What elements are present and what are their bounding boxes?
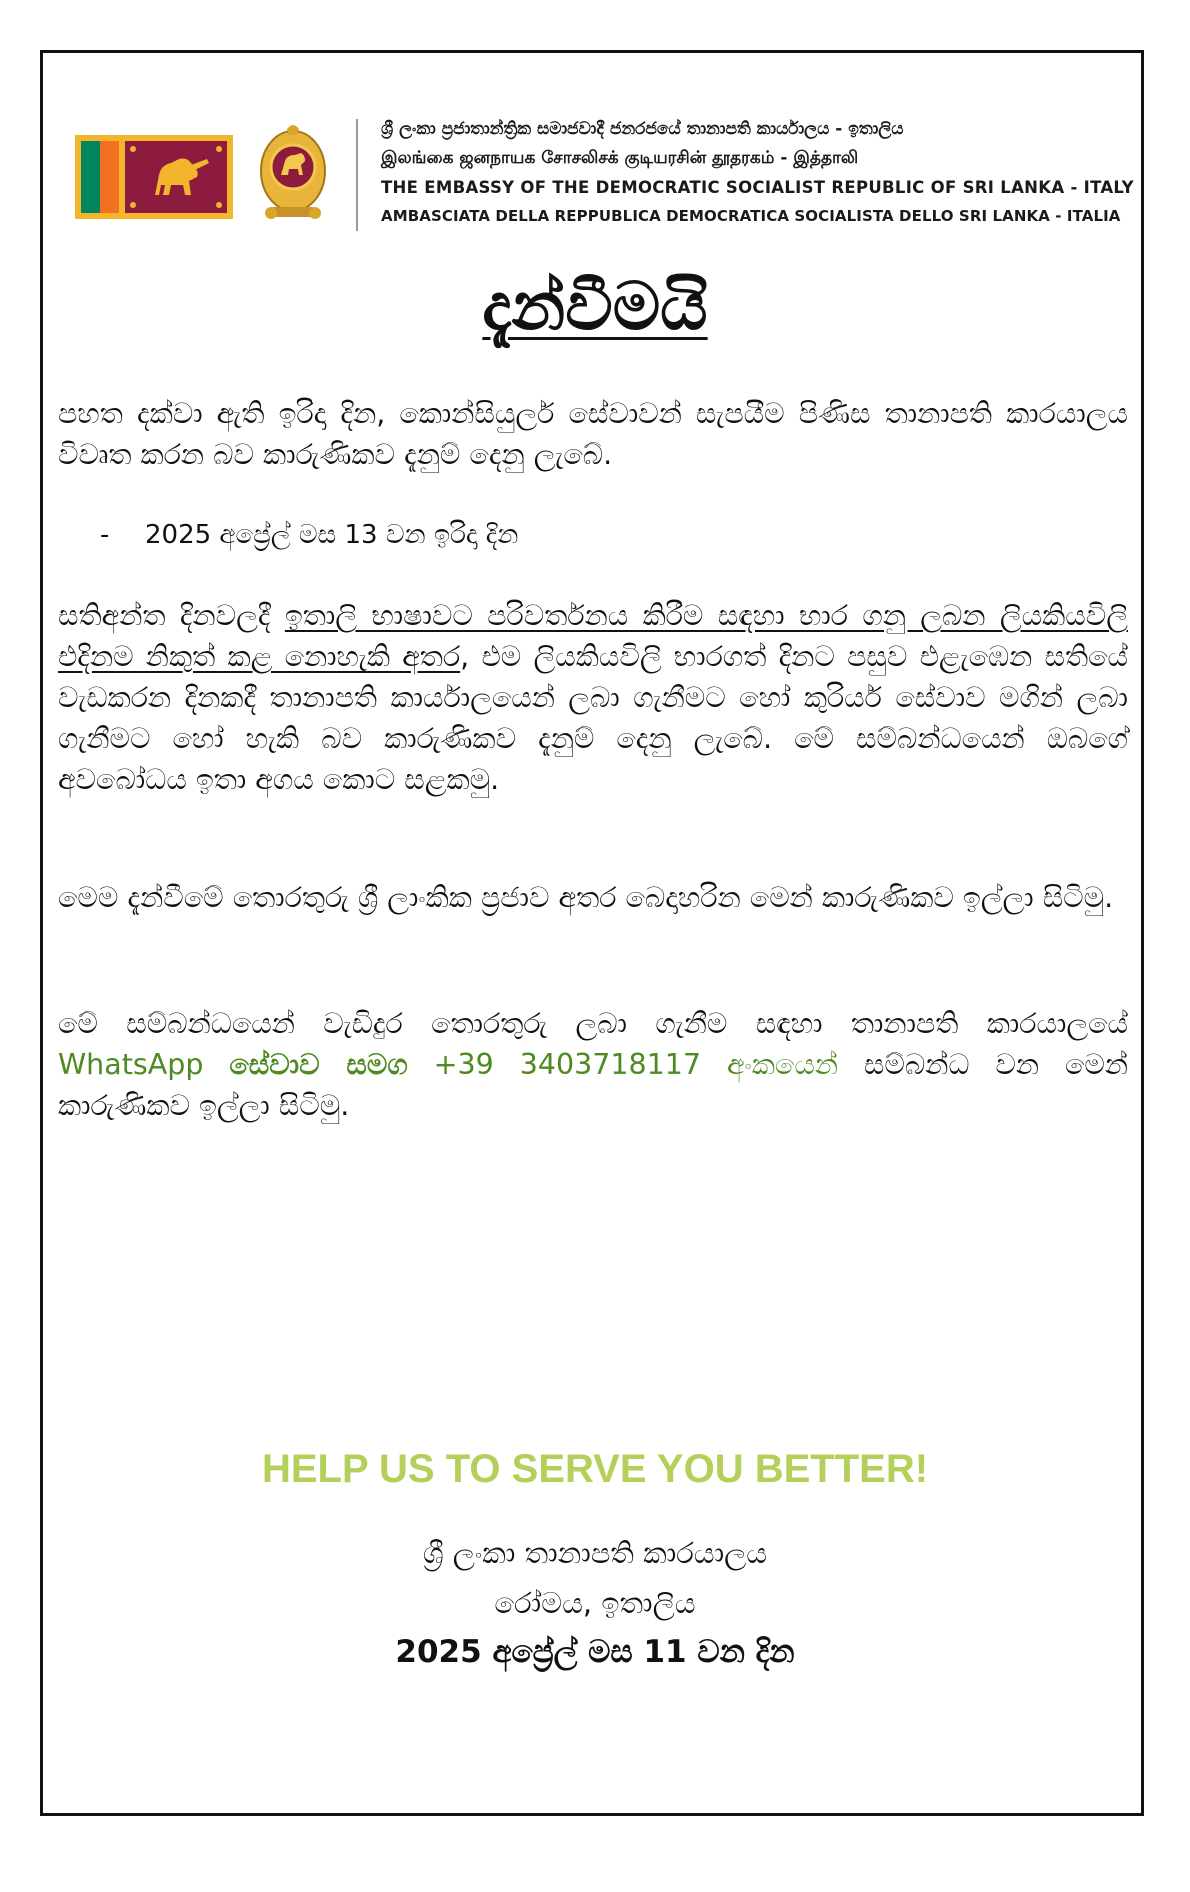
- whatsapp-label: WhatsApp: [58, 1048, 204, 1081]
- letterhead: [75, 115, 1134, 235]
- embassy-name-tamil: இலங்கை ஜனநாயக சோசலிசக் குடியரசின் தூதரகம் - இத்தாலி: [381, 148, 859, 168]
- paragraph2-post: , එම ලියකියවිලි භාරගත් දිනට පසුව එළැඹෙන සතියේ වැඩකරන දිනකදී තානාපති කාර්යාලයෙන් ලබා ගැනීමට හෝ කුරියර් සේවාව මගින් ලබා ගැනීමට හෝ හැකි බව කාරුණිකව දැනුම් දෙනු ලැබේ. මේ සම්බන්ධයෙන් ඔබගේ අවබෝධය ඉතා අගය කොට සළකමු.: [58, 640, 1129, 796]
- bullet-dash: -: [100, 520, 110, 550]
- sri-lanka-flag-icon: [75, 135, 233, 219]
- notice-title: [0, 268, 1190, 347]
- bullet-item: [100, 515, 518, 555]
- whatsapp-number[interactable]: +39 3403718117: [433, 1048, 702, 1081]
- embassy-name-block: [381, 115, 1134, 231]
- paragraph2-pre: සතිඅන්ත දිනවලදී: [58, 599, 285, 632]
- paragraph4-pre: මේ සම්බන්ධයෙන් වැඩිදුර තොරතුරු ලබා ගැනීම සඳහා තානාපති කාරයාලයේ: [58, 1007, 1128, 1040]
- number-suffix: අංකයෙන්: [726, 1048, 838, 1081]
- paragraph-share-request: මෙම දැන්වීමේ තොරතුරු ශ්‍රී ලාංකික ප්‍රජාව අතර බෙදාහරින මෙන් කාරුණිකව ඉල්ලා සිටිමු.: [58, 881, 1114, 914]
- bullet-text: 2025 අප්‍රේල් මස 13 වන ඉරිදා දින: [145, 520, 519, 550]
- header-divider: [356, 119, 358, 231]
- notice-title-text: දැන්වීමයි: [482, 268, 708, 345]
- signature-date: 2025 අප්‍රේල් මස 11 වන දින: [395, 1634, 795, 1670]
- whatsapp-service-label: සේවාව සමග: [229, 1048, 408, 1081]
- paragraph2-underlined: ඉතාලි භාෂාවට පරිවර්තනය කිරීම සඳහා භාර ගනු ලබන ලියකියවිලි එදිනම නිකුත් කළ නොහැකි අතර: [58, 599, 1129, 673]
- paragraph-contact: [58, 1003, 1128, 1126]
- help-slogan: HELP US TO SERVE YOU BETTER!: [261, 1447, 929, 1491]
- paragraph-translation-notice: [58, 595, 1128, 800]
- sri-lanka-emblem-icon: [257, 121, 329, 227]
- paragraph-opening: පහත දක්වා ඇති ඉරිදා දින, කොන්සියුලර් සේවාවන් සැපයීම පිණිස තානාපති කාරයාලය විවෘත කරන බව කාරුණිකව දැනුම් දෙනු ලැබේ.: [58, 397, 1128, 471]
- signature-city: රෝමය, ඉතාලිය: [494, 1586, 696, 1620]
- embassy-name-italian: AMBASCIATA DELLA REPPUBLICA DEMOCRATICA SOCIALISTA DELLO SRI LANKA - ITALIA: [381, 207, 1121, 225]
- embassy-name-english: THE EMBASSY OF THE DEMOCRATIC SOCIALIST REPUBLIC OF SRI LANKA - ITALY: [381, 178, 1134, 197]
- signature-office: ශ්‍රී ලංකා තානාපති කාරයාලය: [422, 1536, 768, 1570]
- paragraph4-post: සම්බන්ධ වන මෙන් කාරුණිකව ඉල්ලා සිටිමු.: [58, 1048, 1129, 1122]
- embassy-name-sinhala: ශ්‍රී ලංකා ප්‍රජාතාන්ත්‍රික සමාජවාදී ජනරජයේ තානාපති කාර්යාලය - ඉතාලිය: [381, 119, 904, 139]
